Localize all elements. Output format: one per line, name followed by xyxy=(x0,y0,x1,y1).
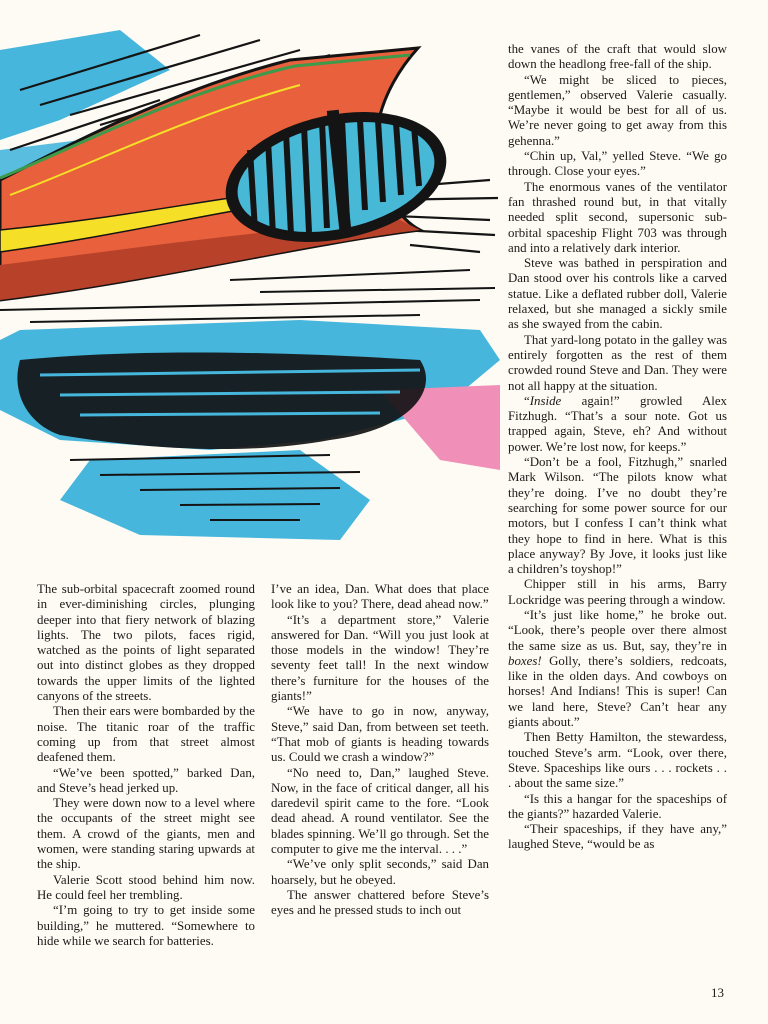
paragraph: They were down now to a level where the occupants of the street might see them. A crowd of the giants, men and women, were standing staring upwards at the ship. xyxy=(37,796,255,872)
paragraph: Then Betty Hamilton, the stewardess, touched Steve’s arm. “Look, over there, Steve. Spaceships like ours . . . rockets . . . about the same size.” xyxy=(508,730,727,791)
paragraph-text: Golly, there’s soldiers, redcoats, like in the olden days. And cowboys on horses! And Indians! This is super! Can we land here, Steve? Can’t hear any giants about.” xyxy=(508,653,727,730)
paragraph-text: again!” growled Alex Fitzhugh. “That’s a sour note. Got us trapped again, Steve, eh? And without power. We’re lost now, for keeps.” xyxy=(508,393,727,454)
emphasis-boxes: boxes! xyxy=(508,653,542,668)
paragraph: Then their ears were bombarded by the noise. The titanic roar of the traffic coming up from that street almost deafened them. xyxy=(37,704,255,765)
quote-open: “ xyxy=(524,393,530,408)
paragraph: “No need to, Dan,” laughed Steve. Now, in the face of critical danger, all his daredevil spirit came to the fore. “Look dead ahead. A round ventilator. See the blades spinning. We’ll go through. Set the computer to give me the interval. . . .” xyxy=(271,765,489,857)
paragraph xyxy=(508,608,727,730)
spaceship-illustration xyxy=(0,30,500,540)
paragraph: I’ve an idea, Dan. What does that place look like to you? There, dead ahead now.” xyxy=(271,582,489,612)
paragraph: The enormous vanes of the ventilator fan thrashed round but, in that vitally needed split second, supersonic sub-orbital spaceship Flight 703 was through and into a relatively dark interior. xyxy=(508,179,727,255)
paragraph: the vanes of the craft that would slow down the headlong free-fall of the ship. xyxy=(508,42,727,72)
text-column-2 xyxy=(271,582,489,919)
paragraph: “Chin up, Val,” yelled Steve. “We go through. Close your eyes.” xyxy=(508,149,727,179)
emphasis-inside: Inside xyxy=(529,393,562,408)
paragraph: “We’ve been spotted,” barked Dan, and Steve’s head jerked up. xyxy=(37,765,255,795)
page-number: 13 xyxy=(711,985,724,1000)
paragraph-text: “It’s just like home,” he broke out. “Look, there’s people over there almost the same size as us. But, say, they’re in xyxy=(508,607,727,653)
paragraph: “We’ve only split seconds,” said Dan hoarsely, but he obeyed. xyxy=(271,857,489,887)
text-column-3 xyxy=(508,42,727,853)
paragraph: Chipper still in his arms, Barry Lockridge was peering through a window. xyxy=(508,577,727,607)
paragraph: “It’s a department store,” Valerie answered for Dan. “Will you just look at those models in the window! They’re seventy feet tall! In the next window there’s furniture for the houses of the giants!” xyxy=(271,612,489,704)
paragraph: “Their spaceships, if they have any,” laughed Steve, “would be as xyxy=(508,822,727,852)
paragraph: The sub-orbital spacecraft zoomed round in ever-diminishing circles, plunging deeper into that fiery network of blazing lights. The two pilots, faces rigid, watched as the points of light separated out into distinct globes as they dropped towards the upper limits of the lighted canyons of the streets. xyxy=(37,582,255,704)
paragraph xyxy=(508,394,727,455)
text-column-1 xyxy=(37,582,255,949)
paragraph: “I’m going to try to get inside some building,” he muttered. “Somewhere to hide while we search for batteries. xyxy=(37,903,255,948)
paragraph: The answer chattered before Steve’s eyes and he pressed studs to inch out xyxy=(271,887,489,918)
paragraph: “Is this a hangar for the spaceships of the giants?” hazarded Valerie. xyxy=(508,791,727,821)
paragraph: “Don’t be a fool, Fitzhugh,” snarled Mark Wilson. “The pilots know what they’re doing. I’ve no doubt they’re searching for some power source for our motors, but I confess I can’t think what they hope to find in here. What is this place anyway? By Jove, it looks just like a children’s toyshop!” xyxy=(508,455,727,577)
paragraph: “We have to go in now, anyway, Steve,” said Dan, from between set teeth. “That mob of giants is heading towards us. Could we crash a window?” xyxy=(271,704,489,765)
paragraph: “We might be sliced to pieces, gentlemen,” observed Valerie casually. “Maybe it would be best for all of us. We’re never going to get away from this gehenna.” xyxy=(508,72,727,148)
paragraph: That yard-long potato in the galley was entirely forgotten as the rest of them crowded round Steve and Dan. They were not all happy at the situation. xyxy=(508,332,727,393)
paragraph: Steve was bathed in perspiration and Dan stood over his controls like a carved statue. Like a deflated rubber doll, Valerie relaxed, but she managed a sickly smile as she swayed from the cabin. xyxy=(508,256,727,332)
paragraph: Valerie Scott stood behind him now. He could feel her trembling. xyxy=(37,872,255,902)
